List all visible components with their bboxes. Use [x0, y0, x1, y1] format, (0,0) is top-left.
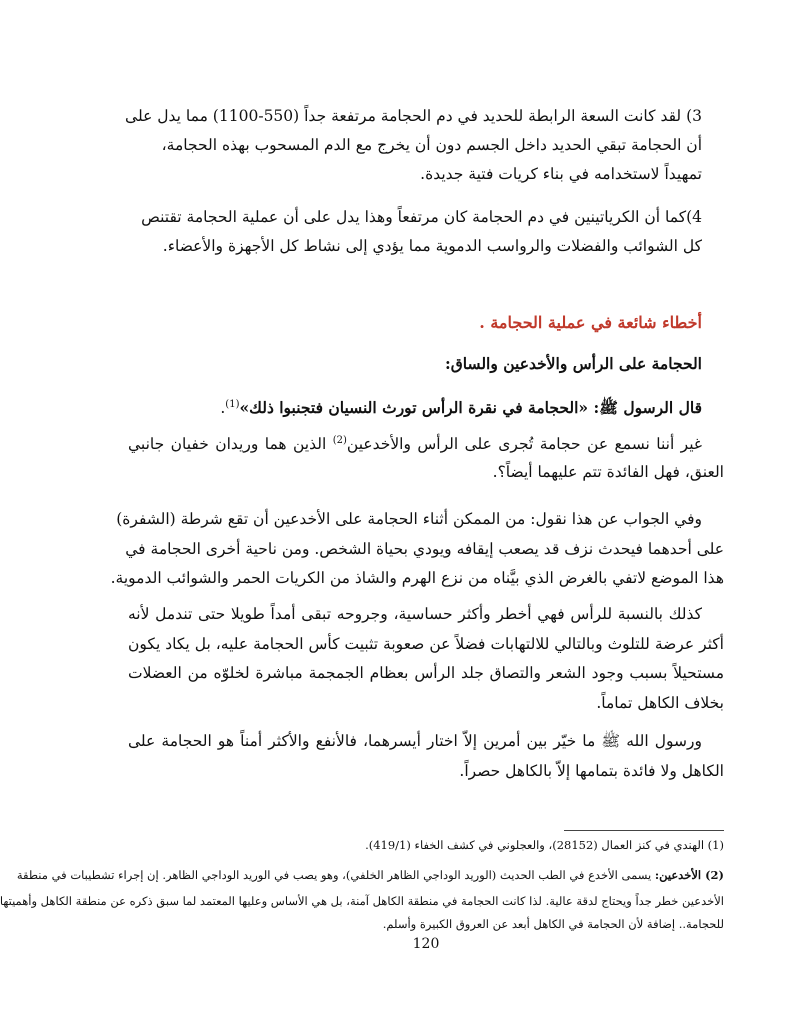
- paragraph-1-text-b: الذين هما وريدان خفيان جانبي: [128, 435, 333, 454]
- paragraph-3-line-2: أكثر عرضة للتلوث وبالتالي للالتهابات فضلاً عن صعوبة تثبيت كأس الحجامة عليه، بل يكاد يكون: [128, 635, 724, 653]
- footnote-2-label: (2) الأخدعين:: [654, 868, 724, 882]
- item-3-line-2: أن الحجامة تبقي الحديد داخل الجسم دون أن يخرج مع الدم المسحوب بهذه الحجامة،: [161, 136, 702, 154]
- hadith-end: .: [220, 399, 226, 418]
- footnote-2-text: يسمى الأخدع في الطب الحديث (الوريد الوداجي الظاهر الخلفي)، وهو يصب في الوريد الوداجي الظاهر. إن إجراء تشطيبات في منطقة: [16, 868, 655, 882]
- page-number: 120: [412, 936, 440, 952]
- paragraph-3-line-3: مستحيلاً بسبب وجود الشعر والتصاق جلد الرأس بعظام الجمجمة مباشرة لخلوّه من العضلات: [128, 664, 724, 682]
- paragraph-3-line-4: بخلاف الكاهل تماماً.: [596, 694, 724, 712]
- paragraph-2-line-2: على أحدهما فيحدث نزف قد يصعب إيقافه ويودي بحياة الشخص. ومن ناحية أخرى الحجامة في: [125, 540, 724, 558]
- paragraph-2-line-3: هذا الموضع لاتفي بالغرض الذي بيَّناه من نزع الهرم والشاذ من الكريات الحمر والشوائب الدموية.: [110, 569, 724, 587]
- item-4-line-1: 4)كما أن الكرياتينين في دم الحجامة كان مرتفعاً وهذا يدل على أن عملية الحجامة تقتنص: [141, 208, 702, 226]
- paragraph-3-line-1: كذلك بالنسبة للرأس فهي أخطر وأكثر حساسية، وجروحه تبقى أمداً طويلا حتى تندمل لأنه: [128, 605, 702, 623]
- footnote-1: (1) الهندي في كنز العمال (28152)، والعجلوني في كشف الخفاء (419/1).: [365, 838, 724, 852]
- paragraph-1-text-a: غير أننا نسمع عن حجامة تُجرى على الرأس والأخدعين: [346, 435, 702, 454]
- item-4-line-2: كل الشوائب والفضلات والرواسب الدموية مما يؤدي إلى نشاط كل الأجهزة والأعضاء.: [162, 237, 702, 255]
- section-title: أخطاء شائعة في عملية الحجامة .: [479, 313, 702, 332]
- paragraph-1-line-2: العنق، فهل الفائدة تتم عليهما أيضاً؟.: [492, 463, 724, 481]
- footnote-2-line-1: [16, 865, 724, 885]
- item-3-line-1: 3) لقد كانت السعة الرابطة للحديد في دم الحجامة مرتفعة جداً (550-1100) مما يدل على: [125, 107, 702, 125]
- paragraph-4-line-2: الكاهل ولا فائدة بتمامها إلاّ بالكاهل حصراً.: [459, 762, 724, 780]
- section-subtitle: الحجامة على الرأس والأخدعين والساق:: [445, 354, 702, 373]
- paragraph-1-line-1: [128, 430, 724, 455]
- footnote-2-line-3: للحجامة.. إضافة لأن الحجامة في الكاهل أبعد عن العروق الكبيرة وأسلم.: [382, 917, 724, 931]
- paragraph-4-line-1: ورسول الله ﷺ ما خيّر بين أمرين إلاّ اختار أيسرهما، فالأنفع والأكثر أمناً هو الحجامة على: [128, 732, 702, 750]
- paragraph-2-line-1: وفي الجواب عن هذا نقول: من الممكن أثناء الحجامة على الأخدعين أن تقع شرطة (الشفرة): [116, 510, 702, 528]
- hadith-quote: [220, 394, 702, 419]
- footnote-ref-1: (1): [225, 399, 240, 410]
- footnote-ref-2: (2): [332, 435, 347, 446]
- hadith-text: قال الرسول ﷺ: «الحجامة في نقرة الرأس تورث النسيان فتجنبوا ذلك»: [239, 398, 702, 418]
- item-3-line-3: تمهيداً لاستخدامه في بناء كريات فتية جديدة.: [420, 165, 702, 183]
- footnote-separator: [564, 830, 724, 831]
- footnote-2-line-2: الأخدعين خطر جداً ويحتاج لدقة عالية. لذا كانت الحجامة في منطقة الكاهل آمنة، بل هي الأساس وعليها المعتمد لما سبق ذكره عن منطقة الكاهل وأهميتها: [0, 894, 724, 908]
